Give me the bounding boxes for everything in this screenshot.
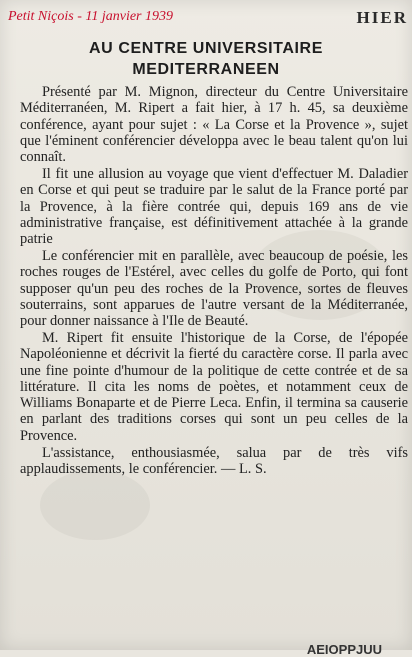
article-paragraph: M. Ripert fit ensuite l'historique de la Corse, de l'épopée Napoléonienne et décrivit la fierté du caractère corse. Il parla avec une fine pointe d'humour de la politique de cette contrée et de sa littérature. Il cita les noms de poètes, et notamment ceux de Williams Bonaparte et de Pierre Leca. Enfin, il termina sa causerie en parlant des traditions corses qui sont un peu celles de la Provence. [20, 329, 408, 444]
paper-stain [40, 470, 150, 540]
running-head: HIER [356, 8, 408, 27]
article-body [20, 84, 408, 477]
article-title [0, 38, 412, 80]
article-paragraph: L'assistance, enthousiasmée, salua par de très vifs applaudissements, le conférencier. — L. S. [20, 444, 408, 477]
article-title-line: AU CENTRE UNIVERSITAIRE [89, 40, 323, 57]
article-paragraph: Il fit une allusion au voyage que vient d'effectuer M. Daladier en Corse et qui peut se traduire par le salut de la France porté par la Provence, à la fière contrée qui, depuis 169 ans de vie administrative française, est définitivement attachée à la grande patrie [20, 165, 408, 248]
article-paragraph: Le conférencier mit en parallèle, avec beaucoup de poésie, les roches rouges de l'Estérel, avec celles du golfe de Porto, qui font supposer qu'un peu des roches de la Provence, sortes de fleuves souterrains, sont apparues de l'autre versant de la Méditerranée, pour donner naissance à l'Ile de Beauté. [20, 247, 408, 330]
article-paragraph: Présenté par M. Mignon, directeur du Centre Universitaire Méditerranéen, M. Ripert a fait hier, à 17 h. 45, sa deuxième conférence, ayant pour sujet : « La Corse et la Provence », sujet que l'éminent conférencier développa avec le beau talent qu'on lui connaît. [20, 84, 408, 166]
article-title-line: MEDITERRANEEN [132, 61, 280, 78]
cut-next-headline: AEIOPPJUU [306, 642, 382, 657]
source-caption: Petit Niçois - 11 janvier 1939 [8, 9, 173, 24]
